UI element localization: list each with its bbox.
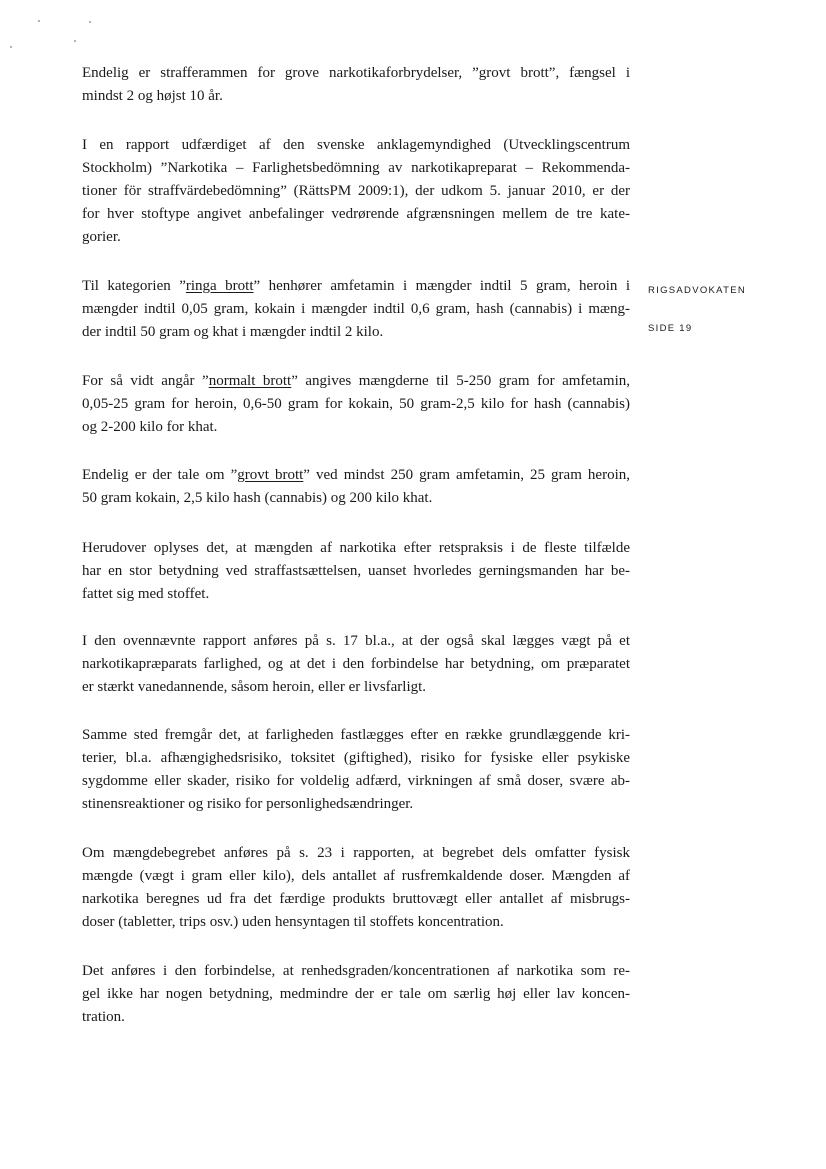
text-line xyxy=(82,842,630,865)
text-segment: Herudover oplyses det, at mængden af narkotika efter retspraksis i de fleste tilfælde xyxy=(82,540,630,556)
paragraph xyxy=(82,724,630,816)
scan-speck xyxy=(38,20,40,22)
text-segment: terier, bl.a. afhængighedsrisiko, toksitet (giftighed), risiko for fysiske eller psykiske xyxy=(82,750,630,766)
text-segment: stinensreaktioner og risiko for personlighedsændringer. xyxy=(82,796,414,812)
text-line xyxy=(82,393,630,416)
text-segment: doser (tabletter, trips osv.) uden hensyntagen til stoffets koncentration. xyxy=(82,914,504,930)
text-line xyxy=(82,747,630,770)
text-line xyxy=(82,416,630,439)
underlined-term: ringa brott xyxy=(185,278,254,294)
paragraph-text xyxy=(82,464,630,510)
text-segment: Endelig er der tale om ” xyxy=(82,467,238,483)
text-line xyxy=(82,226,630,249)
paragraph xyxy=(82,537,630,606)
text-line xyxy=(82,983,630,1006)
text-line xyxy=(82,888,630,911)
paragraph-text xyxy=(82,630,630,699)
text-line xyxy=(82,85,630,108)
paragraph xyxy=(82,275,630,344)
paragraph-text xyxy=(82,275,630,344)
scan-speck xyxy=(10,46,12,48)
sidebar-office-name: RIGSADVOKATEN xyxy=(648,285,747,296)
text-segment: I den ovennævnte rapport anføres på s. 17 bl.a., at der også skal lægges vægt på et xyxy=(82,633,630,649)
text-line xyxy=(82,370,630,393)
text-line xyxy=(82,275,630,298)
text-segment: Om mængdebegrebet anføres på s. 23 i rapporten, at begrebet dels omfatter fysisk xyxy=(82,845,630,861)
text-segment: har en stor betydning ved straffastsættelsen, uanset hvorledes gerningsmanden har be- xyxy=(82,563,630,579)
text-segment: tration. xyxy=(82,1009,125,1025)
paragraph-text xyxy=(82,724,630,816)
paragraph xyxy=(82,370,630,439)
text-line xyxy=(82,203,630,226)
paragraph xyxy=(82,842,630,934)
paragraph-text xyxy=(82,62,630,108)
text-segment: for hver stoftype angivet anbefalinger vedrørende afgrænsningen mellem de tre kate- xyxy=(82,206,630,222)
text-line xyxy=(82,134,630,157)
paragraph-text xyxy=(82,537,630,606)
text-segment: er stærkt vanedannende, såsom heroin, eller er livsfarligt. xyxy=(82,679,427,695)
text-line xyxy=(82,653,630,676)
underlined-term: grovt brott xyxy=(237,467,304,483)
text-line xyxy=(82,180,630,203)
text-segment: mængder indtil 0,05 gram, kokain i mængder indtil 0,6 gram, hash (cannabis) i mæng- xyxy=(82,301,630,317)
text-segment: mængde (vægt i gram eller kilo), dels antallet af rusfremkaldende doser. Mængden af xyxy=(82,868,630,884)
text-line xyxy=(82,630,630,653)
text-segment: fattet sig med stoffet. xyxy=(82,586,210,602)
text-line xyxy=(82,464,630,487)
text-segment: mindst 2 og højst 10 år. xyxy=(82,88,223,104)
text-segment: ” angives mængderne til 5-250 gram for amfetamin, xyxy=(291,373,630,389)
scan-speck xyxy=(89,21,91,23)
text-line xyxy=(82,321,630,344)
text-segment: For så vidt angår ” xyxy=(82,373,209,389)
text-segment: gorier. xyxy=(82,229,121,245)
text-line xyxy=(82,487,630,510)
paragraph xyxy=(82,62,630,108)
paragraph-text xyxy=(82,960,630,1029)
text-segment: 0,05-25 gram for heroin, 0,6-50 gram for kokain, 50 gram-2,5 kilo for hash (cannabis) xyxy=(82,396,630,412)
paragraph-text xyxy=(82,842,630,934)
text-segment: narkotika beregnes ud fra det færdige produkts bruttovægt eller antallet af misbrugs- xyxy=(82,891,630,907)
underlined-term: normalt brott xyxy=(208,373,292,389)
text-segment: ” henhører amfetamin i mængder indtil 5 gram, heroin i xyxy=(253,278,631,294)
text-segment: tioner för straffvärdebedömning” (RättsPM 2009:1), der udkom 5. januar 2010, er der xyxy=(82,183,630,199)
text-line xyxy=(82,583,630,606)
text-line xyxy=(82,770,630,793)
paragraph xyxy=(82,134,630,249)
scan-speck xyxy=(74,40,76,42)
paragraph xyxy=(82,630,630,699)
text-line xyxy=(82,724,630,747)
text-segment: Til kategorien ” xyxy=(82,278,186,294)
text-segment: 50 gram kokain, 2,5 kilo hash (cannabis) og 200 kilo khat. xyxy=(82,490,433,506)
text-line xyxy=(82,537,630,560)
text-segment: Samme sted fremgår det, at farligheden fastlægges efter en række grundlæggende kri- xyxy=(82,727,630,743)
paragraph-text xyxy=(82,370,630,439)
text-segment: narkotikapræparats farlighed, og at det i den forbindelse har betydning, om præparatet xyxy=(82,656,630,672)
text-line xyxy=(82,62,630,85)
text-line xyxy=(82,157,630,180)
text-segment: gel ikke har nogen betydning, medmindre der er tale om særlig høj eller lav koncen- xyxy=(82,986,630,1002)
text-line xyxy=(82,793,630,816)
paragraph xyxy=(82,464,630,510)
text-segment: ” ved mindst 250 gram amfetamin, 25 gram heroin, xyxy=(303,467,631,483)
text-segment: Endelig er strafferammen for grove narkotikaforbrydelser, ”grovt brott”, fængsel i xyxy=(82,65,630,81)
text-line xyxy=(82,298,630,321)
paragraph-text xyxy=(82,134,630,249)
text-segment: der indtil 50 gram og khat i mængder indtil 2 kilo. xyxy=(82,324,384,340)
paragraph xyxy=(82,960,630,1029)
text-segment: Stockholm) ”Narkotika – Farlighetsbedömning av narkotikapreparat – Rekommenda- xyxy=(82,160,630,176)
text-line xyxy=(82,865,630,888)
text-line xyxy=(82,911,630,934)
text-line xyxy=(82,1006,630,1029)
text-line xyxy=(82,676,630,699)
text-segment: Det anføres i den forbindelse, at renhedsgraden/koncentrationen af narkotika som re- xyxy=(82,963,630,979)
text-segment: I en rapport udfærdiget af den svenske anklagemyndighed (Utvecklingscentrum xyxy=(82,137,630,153)
sidebar-page-number: SIDE 19 xyxy=(648,323,693,334)
text-line xyxy=(82,960,630,983)
text-segment: og 2-200 kilo for khat. xyxy=(82,419,218,435)
text-segment: sygdomme eller skader, risiko for voldelig adfærd, virkningen af små doser, svære ab- xyxy=(82,773,630,789)
text-line xyxy=(82,560,630,583)
